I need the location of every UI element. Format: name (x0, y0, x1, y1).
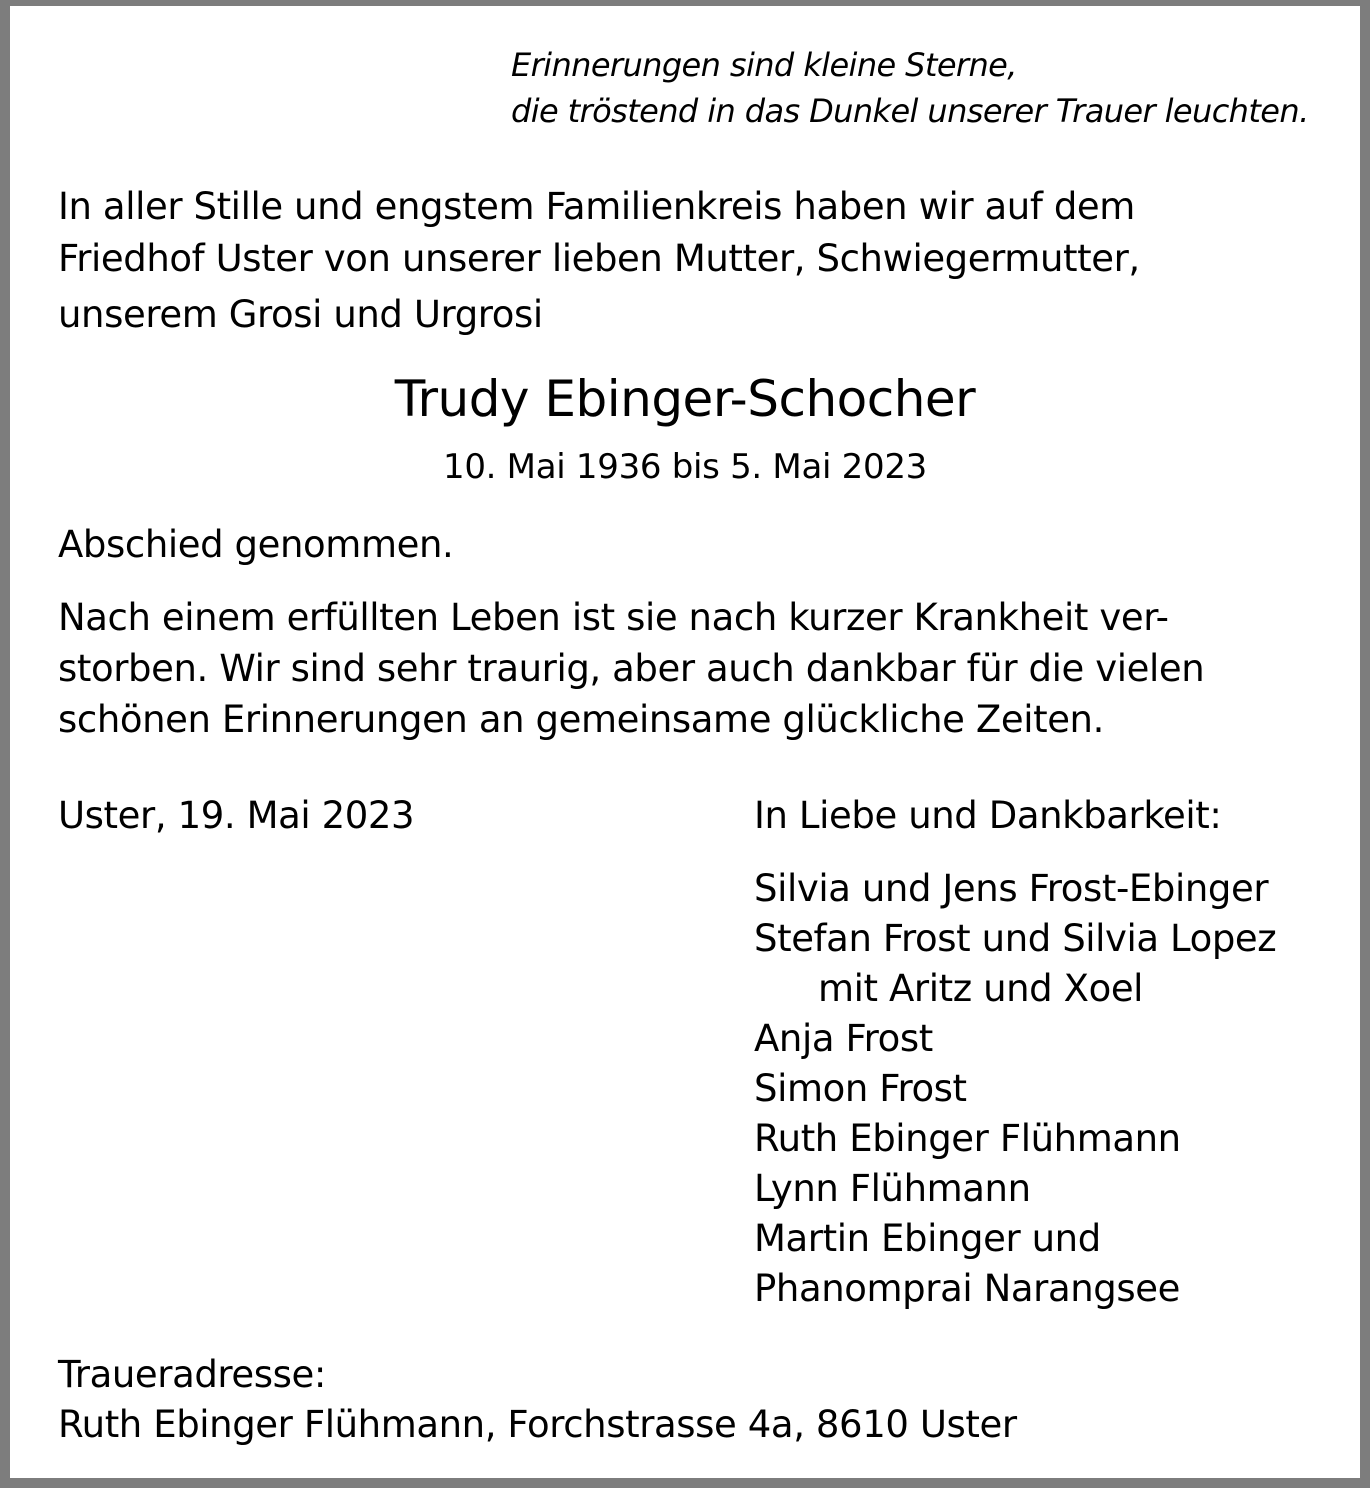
signer: Ruth Ebinger Flühmann (754, 1117, 1181, 1160)
signer: Simon Frost (754, 1067, 967, 1110)
signer: Anja Frost (754, 1017, 933, 1060)
intro-text (58, 181, 1140, 341)
deceased-name: Trudy Ebinger-Schocher (394, 370, 976, 428)
signer: mit Aritz und Xoel (818, 967, 1144, 1010)
quote-line-2: die tröstend in das Dunkel unserer Trauer leuchten. (511, 92, 1309, 130)
paragraph-line-1: Nach einem erfüllten Leben ist sie nach kurzer Krankheit ver- (58, 596, 1169, 639)
address-value: Ruth Ebinger Flühmann, Forchstrasse 4a, 8610 Uster (58, 1403, 1017, 1446)
closing-phrase: In Liebe und Dankbarkeit: (754, 794, 1222, 837)
signer: Stefan Frost und Silvia Lopez (754, 917, 1277, 960)
signer: Phanomprai Narangsee (754, 1267, 1180, 1310)
intro-line-1: In aller Stille und engstem Familienkreis haben wir auf dem (58, 185, 1135, 228)
intro-line-2: Friedhof Uster von unserer lieben Mutter, Schwiegermutter, (58, 237, 1140, 280)
mourning-address (58, 1350, 1017, 1450)
life-dates: 10. Mai 1936 bis 5. Mai 2023 (443, 447, 927, 487)
signer: Martin Ebinger und (754, 1217, 1101, 1260)
signer: Lynn Flühmann (754, 1167, 1031, 1210)
obituary-paragraph (58, 592, 1204, 745)
signer: Silvia und Jens Frost-Ebinger (754, 867, 1269, 910)
quote-line-1: Erinnerungen sind kleine Sterne, (511, 46, 1017, 84)
address-label: Traueradresse: (58, 1353, 326, 1396)
memorial-quote (511, 42, 1309, 134)
paragraph-line-3: schönen Erinnerungen an gemeinsame glückliche Zeiten. (58, 698, 1104, 741)
paragraph-line-2: storben. Wir sind sehr traurig, aber auch dankbar für die vielen (58, 647, 1205, 690)
signers-list (754, 864, 1276, 1314)
place-and-date: Uster, 19. Mai 2023 (58, 794, 415, 837)
intro-line-3: unserem Grosi und Urgrosi (58, 293, 543, 336)
farewell-text: Abschied genommen. (58, 523, 454, 566)
